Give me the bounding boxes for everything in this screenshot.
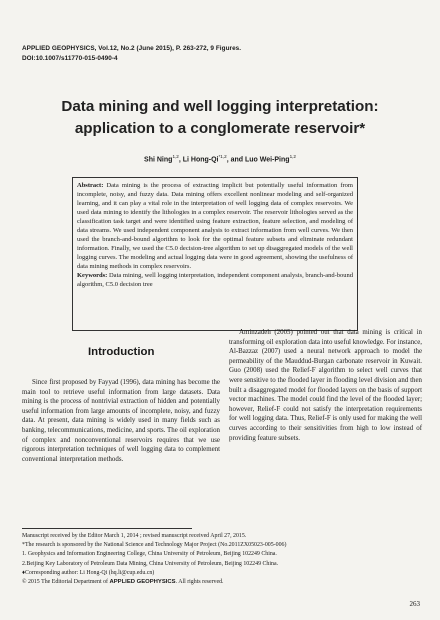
author-affiliation: 1,2 — [172, 154, 179, 159]
body-paragraph: Aminzadeh (2005) pointed out that data mining is critical in transforming oil exploration data into useful knowledge. For instance, Al-Bazzaz (2007) used a neural network approach to model the permeability of the Mauddud-Burgan carbonate reservoir in Kuwait. Guo (2008) used the Relief-F algorithm to select well curves that were sensitive to the flooded layer in flooding level division and then built a disaggregated model for flooded layers on the basis of support vector machines. The model could find the level of the flooded layer; however, Relief-F could not satisfy the interpretation requirements for well logging data. Thus, Relief-F is only used for making the well curves according to their sensitivities from high to low instead of providing feature subsets. — [229, 329, 422, 442]
page-number: 263 — [409, 600, 420, 608]
author-affiliation: *1,2 — [218, 154, 227, 159]
affiliation-1: 1. Geophysics and Information Engineering College, China University of Petroleum, Beijing 102249 China. — [22, 551, 277, 558]
footnotes — [22, 532, 422, 587]
author-name: Shi Ning — [144, 156, 173, 164]
corresponding-author: ♦Corresponding author: Li Hong-Qi (hq.li@cup.edu.cn) — [22, 569, 155, 576]
author-name: Li Hong-Qi — [182, 156, 219, 164]
funding-note: *The research is sponsored by the National Science and Technology Major Project (No.2011ZX05023-005-006) — [22, 542, 287, 549]
copyright-line: © 2015 The Editorial Department of APPLIED GEOPHYSICS. All rights reserved. — [22, 579, 224, 586]
section-heading: Introduction — [88, 346, 155, 358]
journal-name: APPLIED GEOPHYSICS — [109, 579, 176, 586]
keywords-text: Data mining, well logging interpretation, independent component analysis, branch-and-bound algorithm, C5.0 decision tree — [77, 272, 353, 288]
right-column — [229, 328, 422, 443]
author-name: Luo Wei-Ping — [244, 156, 290, 164]
received-note: Manuscript received by the Editor March 1, 2014 ; revised manuscript received April 27, 2015. — [22, 533, 247, 539]
abstract-box: Abstract: Data mining is the process of extracting implicit but potentially useful information from incomplete, noisy, and fuzzy data. Data mining offers excellent nonlinear modeling and self-organized learning, and it can play a vital role in the interpretation of well logging data of complex reservoirs. We used data mining to identify the lithologies in a complex reservoir. The reservoir lithologies served as the classification task target and were identified using feature extraction, feature selection, and modeling of data streams. We used independent component analysis to extract information from well curves. We then used the branch-and-bound algorithm to look for the optimal feature subsets and eliminate redundant information. Finally, we used the C5.0 decision-tree algorithm to set up disaggregated models of the well logging curves. The modeling and actual logging data were in good agreement, showing the usefulness of data mining methods in complex reservoirs. Keywords: Data mining, well logging interpretation, independent component analysis, branch-and-bound algorithm, C5.0 decision tree — [72, 177, 358, 331]
affiliation-2: 2.Beijing Key Laboratory of Petroleum Data Mining, China University of Petroleum, Beijing 102249 China. — [22, 560, 279, 567]
author-affiliation: 1,2 — [289, 154, 296, 159]
abstract-label: Abstract — [77, 182, 102, 189]
citation-line: APPLIED GEOPHYSICS, Vol.12, No.2 (June 2015), P. 263-272, 9 Figures. — [22, 45, 242, 52]
title-line-2: application to a conglomerate reservoir* — [74, 120, 366, 137]
footnote-divider — [22, 528, 192, 529]
intro-paragraph: Since first proposed by Fayyad (1996), data mining has become the main tool to retrieve useful information from large datasets. Data mining is the process of nontrivial extraction of hidden and potentially useful information from large amounts of incomplete, noisy, and fuzzy data. At present, data mining is widely used in many fields such as banking, telecommunications, medicine, and sports. The oil exploration of complex and nonconventional reservoirs requires that we use rigorous interpretation techniques of well logging data to complement conventional interpretation methods. — [22, 379, 220, 463]
left-column — [22, 378, 220, 464]
doi-line: DOI:10.1007/s11770-015-0490-4 — [22, 54, 118, 62]
title-line-1: Data mining and well logging interpretation: — [61, 98, 379, 115]
keywords-label: Keywords — [77, 272, 106, 279]
journal-header — [22, 44, 241, 63]
abstract-text: Data mining is the process of extracting implicit but potentially useful information from incomplete, noisy, and fuzzy data. Data mining offers excellent nonlinear modeling and self-organized learning, and it can play a vital role in the interpretation of well logging data of complex reservoirs. We used data mining to identify the lithologies in a complex reservoir. The reservoir lithologies served as the classification task target and were identified using feature extraction, feature selection, and modeling of data streams. We used independent component analysis to extract information from well curves. We then used the branch-and-bound algorithm to look for the optimal feature subsets and eliminate redundant information. Finally, we used the C5.0 decision-tree algorithm to set up disaggregated models of the well logging curves. The modeling and actual logging data were in good agreement, showing the usefulness of data mining methods in complex reservoirs. — [77, 182, 353, 270]
author-list — [20, 154, 420, 163]
article-title — [20, 96, 420, 140]
author-separator: , and — [226, 156, 245, 164]
author-separator: , — [178, 156, 183, 164]
